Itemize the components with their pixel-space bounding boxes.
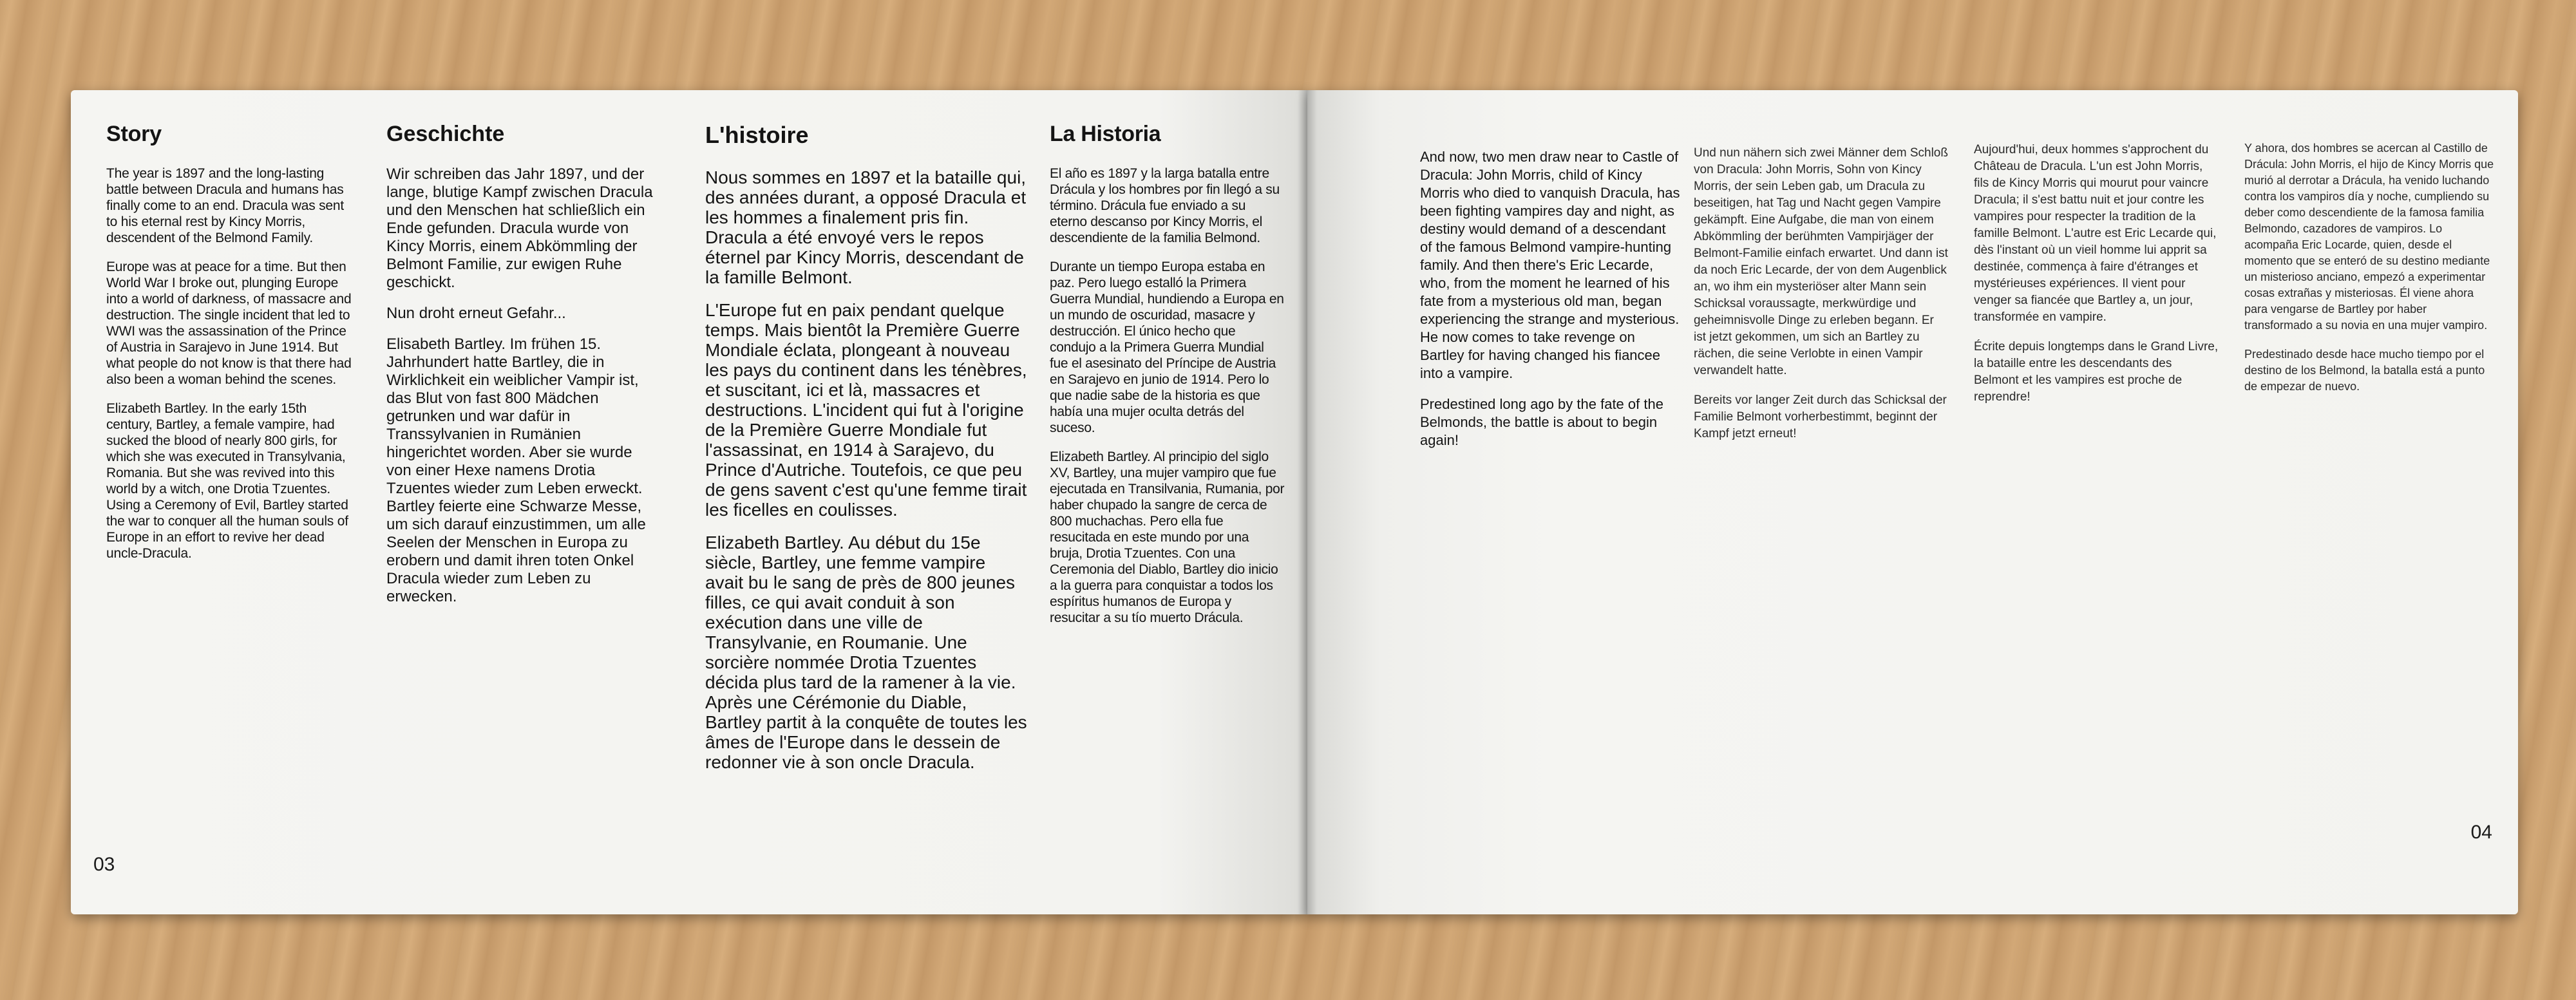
historia-title: La Historia — [1050, 122, 1161, 146]
story-paragraph: Europe was at peace for a time. But then World War I broke out, plunging Europe into a world of darkness, of massacre and destruction. The single incident that led to WWI was the assassination of the Prince of Austria in Sarajevo in June 1914. But what people do not know is that there had also been a woman behind the scenes. — [106, 259, 352, 388]
booklet-spine — [1298, 90, 1317, 914]
continuation-paragraph: Und nun nähern sich zwei Männer dem Schloß von Dracula: John Morris, Sohn von Kincy Morris, der sein Leben gab, um Dracula zu beseitigen, hat Tag und Nacht gegen Vampire gekämpft. Eine Aufgabe, die man von einem Abkömmling der berühmten Vampirjäger der Belmont-Familie einfach erwartet. Und dann ist da noch Eric Lecarde, der von dem Augenblick an, wo ihm ein mysteriöser alter Mann sein Schicksal voraussagte, merkwürdige und geheimnisvolle Dinge zu erleben begann. Er ist jetzt gekommen, um sich an Bartley zu rächen, die seine Verlobte in einen Vampir verwandelt hatte. — [1694, 146, 1948, 377]
histoire-paragraph: Elizabeth Bartley. Au début du 15e siècle, Bartley, une femme vampire avait bu le sang de près de 800 jeunes filles, ce qui avait conduit à son exécution dans une ville de Transylvanie, en Roumanie. Une sorcière nommée Drotia Tzuentes décida plus tard de la ramener à la vie. Après une Cérémonie du Diable, Bartley partit à la conquête de toutes les âmes de l'Europe dans le dessein de redonner vie à son oncle Dracula. — [705, 532, 1027, 772]
continuation-column-german — [1694, 145, 1948, 455]
story-column-french — [705, 122, 1027, 785]
histoire-paragraph: Nous sommes en 1897 et la bataille qui, des années durant, a opposé Dracula et les hommes a finalement pris fin. Dracula a été envoyé vers le repos éternel par Kincy Morris, descendant de la famille Belmont. — [705, 167, 1027, 287]
histoire-title: L'histoire — [705, 122, 809, 148]
geschichte-paragraph: Elisabeth Bartley. Im frühen 15. Jahrhundert hatte Bartley, die in Wirklichkeit ein weiblicher Vampir ist, das Blut von fast 800 Mädchen getrunken und war dafür in Transsylvanien in Rumänien hingerichtet worden. Aber sie wurde von einer Hexe namens Drotia Tzuentes wieder zum Leben erweckt. Bartley feierte eine Schwarze Messe, um sich darauf einzustimmen, um alle Seelen der Menschen in Europa zu erobern und damit ihren toten Onkel Dracula wieder zum Leben zu erwecken. — [386, 335, 646, 606]
continuation-paragraph: Predestinado desde hace mucho tiempo por el destino de los Belmond, la batalla está a punto de empezar de nuevo. — [2244, 348, 2485, 393]
continuation-column-english — [1420, 148, 1681, 462]
continuation-paragraph: And now, two men draw near to Castle of Dracula: John Morris, child of Kincy Morris who died to vanquish Dracula, has been fighting vampires day and night, as destiny would demand of a descendant of the famous Belmond vampire-hunting family. And then there's Eric Lecarde, who, from the moment he learned of his fate from a mysterious old man, began experiencing the strange and mysterious. He now comes to take revenge on Bartley for having changed his fiancee into a vampire. — [1420, 149, 1680, 381]
continuation-paragraph: Écrite depuis longtemps dans le Grand Livre, la bataille entre les descendants des Belmont et les vampires est proche de reprendre! — [1974, 340, 2219, 404]
continuation-paragraph: Aujourd'hui, deux hommes s'approchent du Château de Dracula. L'un est John Morris, fils de Kincy Morris qui mourut pour vaincre Dracula; il s'est battu nuit et jour contre les vampires pour respecter la tradition de la famille Belmont. L'autre est Eric Lecarde qui, dès l'instant où un vieil homme lui apprit sa destinée, commença à faire d'étranges et mystérieuses expériences. Il vient pour venger sa fiancée que Bartley a, un jour, transformée en vampire. — [1974, 143, 2217, 324]
continuation-column-spanish — [2244, 140, 2496, 408]
story-paragraph: The year is 1897 and the long-lasting battle between Dracula and humans has finally come to an end. Dracula was sent to his eternal rest by Kincy Morris, descendent of the Belmond Family. — [106, 166, 345, 246]
geschichte-paragraph: Wir schreiben das Jahr 1897, und der lange, blutige Kampf zwischen Dracula und den Menschen hat schließlich ein Ende gefunden. Dracula wurde von Kincy Morris, einem Abkömmling der Belmont Familie, zur ewigen Ruhe geschickt. — [386, 165, 653, 292]
continuation-paragraph: Bereits vor langer Zeit durch das Schicksal der Familie Belmont vorherbestimmt, beginnt der Kampf jetzt erneut! — [1694, 393, 1947, 440]
page-number-right: 04 — [2470, 822, 2492, 843]
continuation-paragraph: Y ahora, dos hombres se acercan al Castillo de Drácula: John Morris, el hijo de Kincy Morris que murió al derrotar a Drácula, ha venido luchando contra los vampiros día y noche, cumpliendo su deber como descendiente de la famosa familia Belmondo, cazadores de vampiros. Lo acompaña Eric Locarde, quien, desde el momento que se enteró de su destino mediante un misterioso anciano, empezó a experimentar cosas extrañas y misteriosas. Él viene ahora para vengarse de Bartley por haber transformado a su novia en una mujer vampiro. — [2244, 142, 2494, 332]
open-booklet — [71, 90, 2518, 914]
right-page — [1307, 90, 2518, 914]
story-column-spanish — [1050, 122, 1285, 639]
geschichte-title: Geschichte — [386, 122, 505, 146]
page-number-left: 03 — [93, 854, 115, 875]
continuation-column-french — [1974, 142, 2219, 419]
historia-paragraph: Elizabeth Bartley. Al principio del siglo XV, Bartley, una mujer vampiro que fue ejecutada en Transilvania, Rumania, por haber chupado la sangre de cerca de 800 muchachas. Pero ella fue resucitada en este mundo por una bruja, Drotia Tzuentes. Con una Ceremonia del Diablo, Bartley dio inicio a la guerra para conquistar a todos los espíritus humanos de Europa y resucitar a su tío muerto Drácula. — [1050, 449, 1285, 626]
story-paragraph: Elizabeth Bartley. In the early 15th century, Bartley, a female vampire, had sucked the blood of nearly 800 girls, for which she was executed in Transylvania, Romania. But she was revived into this world by a witch, one Drotia Tzuentes. Using a Ceremony of Evil, Bartley started the war to conquer all the human souls of Europe in an effort to revive her dead uncle-Dracula. — [106, 401, 348, 561]
continuation-paragraph: Predestined long ago by the fate of the Belmonds, the battle is about to begin again! — [1420, 396, 1663, 448]
story-column-english — [106, 122, 354, 574]
geschichte-paragraph: Nun droht erneut Gefahr... — [386, 305, 566, 323]
historia-paragraph: Durante un tiempo Europa estaba en paz. Pero luego estalló la Primera Guerra Mundial, hundiendo a Europa en un mundo de oscuridad, masacre y destrucción. El único hecho que condujo a la Primera Guerra Mundial fue el asesinato del Príncipe de Austria en Sarajevo en junio de 1914. Pero lo que nadie sabe de la historia es que había una mujer oculta detrás del suceso. — [1050, 259, 1284, 436]
story-column-german — [386, 122, 657, 619]
histoire-paragraph: L'Europe fut en paix pendant quelque temps. Mais bientôt la Première Guerre Mondiale éclata, plongeant à nouveau les pays du continent dans les ténèbres, et suscitant, ici et là, massacres et destructions. L'incident qui fut à l'origine de la Première Guerre Mondiale fut l'assassinat, en 1914 à Sarajevo, du Prince d'Autriche. Toutefois, ce que peu de gens savent c'est qu'une femme tirait les ficelles en coulisses. — [705, 299, 1027, 520]
story-title: Story — [106, 122, 162, 146]
left-page — [71, 90, 1307, 914]
historia-paragraph: El año es 1897 y la larga batalla entre Drácula y los hombres por fin llegó a su término. Drácula fue enviado a su eterno descanso por Kincy Morris, el descendiente de la familia Belmond. — [1050, 166, 1280, 246]
